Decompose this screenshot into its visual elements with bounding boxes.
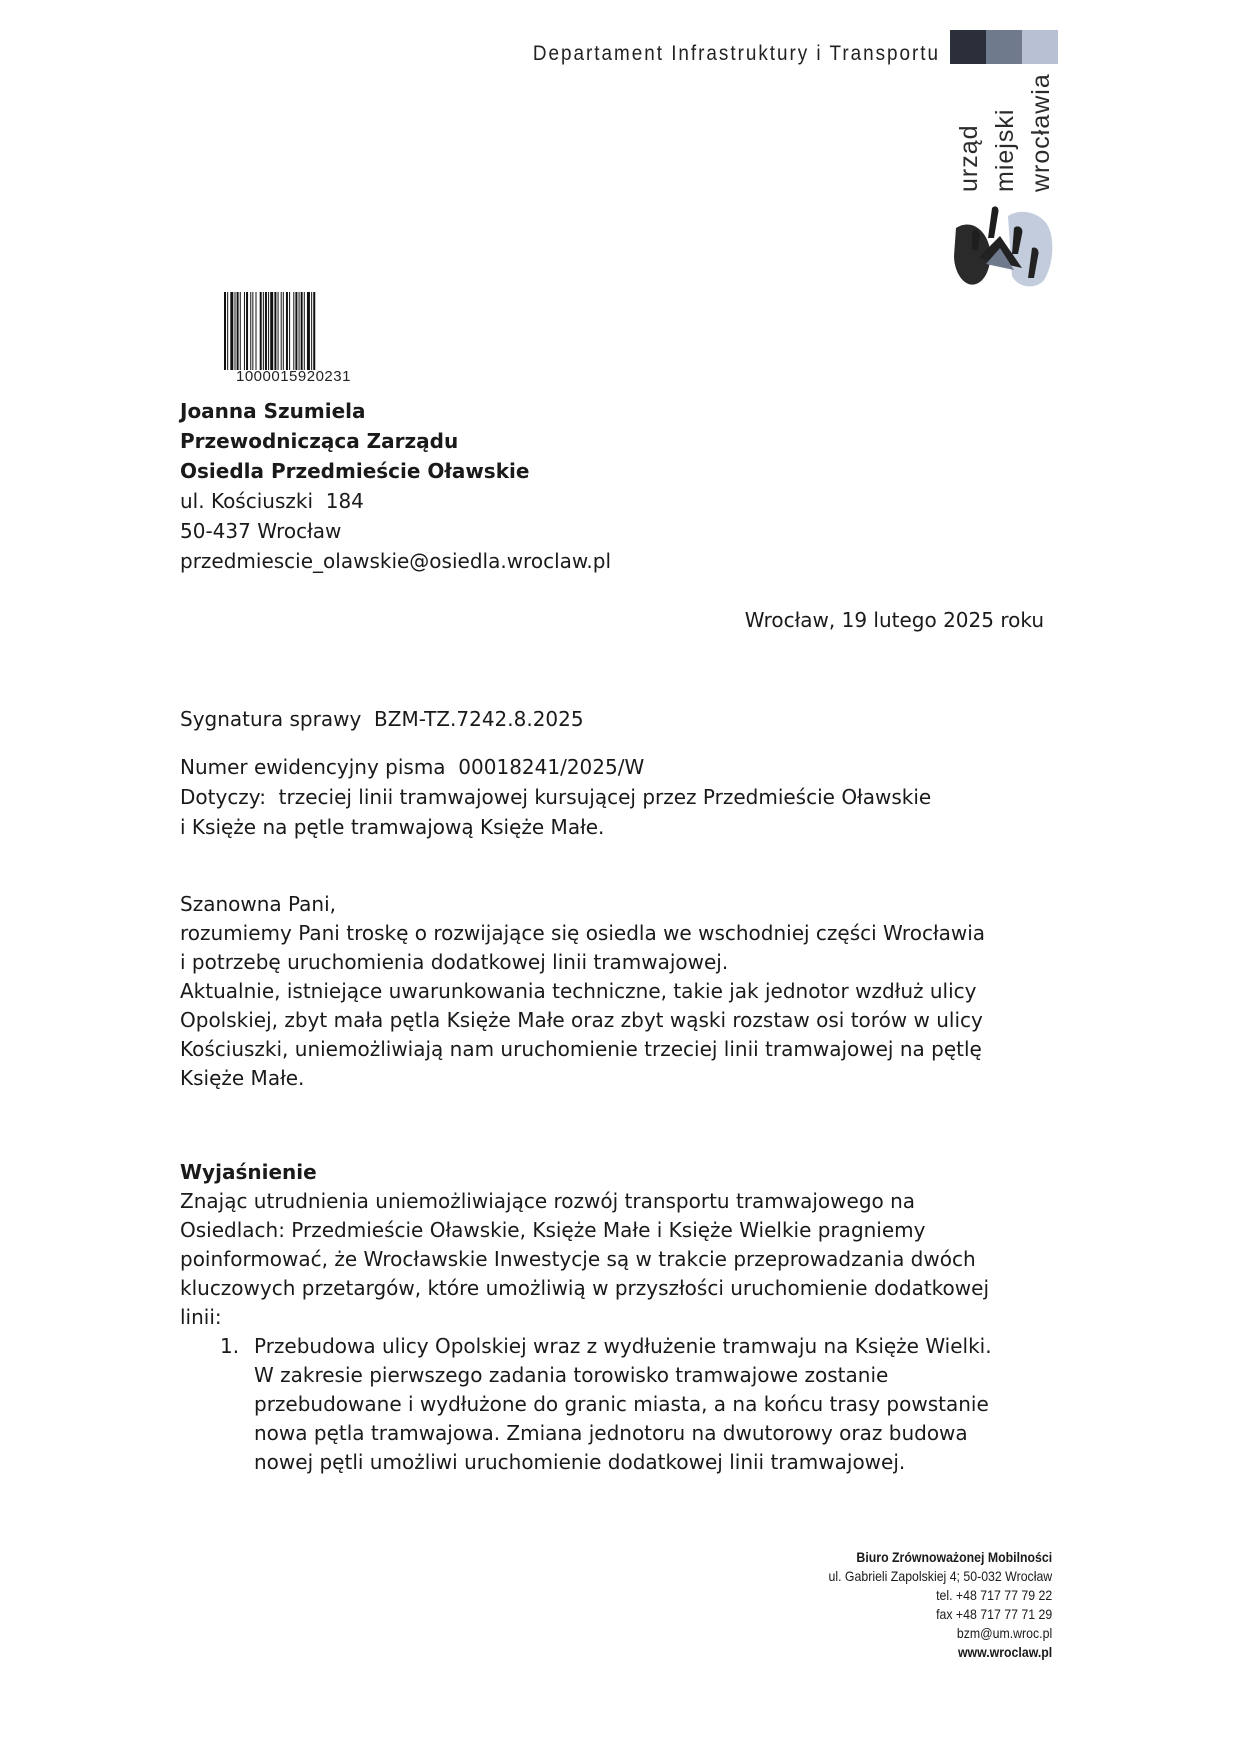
recipient-address: [180, 396, 611, 576]
footer-fax: fax +48 717 77 71 29: [935, 1606, 1052, 1622]
paragraph-1-line-2: i potrzebę uruchomienia dodatkowej linii tramwajowej.: [180, 950, 729, 974]
city-logo-wordmark: [956, 64, 1066, 192]
recipient-street: ul. Kościuszki 184: [180, 489, 364, 513]
department-name: Departament Infrastruktury i Transportu: [532, 42, 940, 65]
logo-block-light: [1022, 30, 1058, 64]
letter-date: Wrocław, 19 lutego 2025 roku: [744, 608, 1044, 632]
list-item-line-2: W zakresie pierwszego zadania torowisko tramwajowe zostanie: [254, 1363, 889, 1387]
footer-email: bzm@um.wroc.pl: [956, 1625, 1052, 1641]
list-item-line-1: Przebudowa ulicy Opolskiej wraz z wydłużenie tramwaju na Księże Wielki.: [254, 1334, 992, 1358]
list-item: [220, 1332, 1050, 1477]
list-item-line-3: przebudowane i wydłużone do granic miasta, a na końcu trasy powstanie: [254, 1392, 989, 1416]
footer-contact: [828, 1548, 1052, 1662]
logo-block-dark: [950, 30, 986, 64]
city-logo-color-blocks: [950, 30, 1058, 64]
salutation: Szanowna Pani,: [180, 892, 337, 916]
paragraph-2-line-2: Opolskiej, zbyt mała pętla Księże Małe oraz zbyt wąski rozstaw osi torów w ulicy: [180, 1008, 983, 1032]
recipient-organization: Osiedla Przedmieście Oławskie: [180, 459, 530, 483]
case-signature-value: BZM-TZ.7242.8.2025: [374, 707, 584, 731]
letter-body: [180, 890, 1060, 1093]
recipient-city: 50-437 Wrocław: [180, 519, 342, 543]
paragraph-3-line-1: Znając utrudnienia uniemożliwiające rozwój transportu tramwajowego na: [180, 1189, 916, 1213]
case-signature-label: Sygnatura sprawy: [180, 707, 362, 731]
logo-word-2: miejski: [991, 108, 1019, 192]
barcode-number: 1000015920231: [236, 368, 351, 385]
city-emblem-icon: [948, 198, 1058, 294]
record-number-label: Numer ewidencyjny pisma: [180, 755, 446, 779]
footer-office: Biuro Zrównoważonej Mobilności: [856, 1549, 1052, 1565]
logo-block-mid: [986, 30, 1022, 64]
paragraph-3-line-3: poinformować, że Wrocławskie Inwestycje są w trakcie przeprowadzania dwóch: [180, 1247, 976, 1271]
case-subject: [180, 782, 931, 812]
logo-word-1: urząd: [955, 124, 983, 192]
list-item-number: 1.: [220, 1334, 240, 1358]
subject-line-1: trzeciej linii tramwajowej kursującej przez Przedmieście Oławskie: [278, 785, 932, 809]
list-item-line-5: nowej pętli umożliwi uruchomienie dodatkowej linii tramwajowej.: [254, 1450, 906, 1474]
recipient-name: Joanna Szumiela: [180, 399, 366, 423]
subject-label: Dotyczy:: [180, 785, 266, 809]
subject-line-2: i Księże na pętle tramwajową Księże Małe.: [180, 815, 605, 839]
recipient-title: Przewodnicząca Zarządu: [180, 429, 459, 453]
list-item-line-4: nowa pętla tramwajowa. Zmiana jednotoru na dwutorowy oraz budowa: [254, 1421, 968, 1445]
recipient-email: przedmiescie_olawskie@osiedla.wroclaw.pl: [180, 549, 612, 573]
paragraph-2-line-3: Kościuszki, uniemożliwiają nam uruchomienie trzeciej linii tramwajowej na pętlę: [180, 1037, 982, 1061]
footer-phone: tel. +48 717 77 79 22: [935, 1587, 1052, 1603]
case-signature: [180, 704, 584, 734]
paragraph-3-line-4: kluczowych przetargów, które umożliwią w przyszłości uruchomienie dodatkowej: [180, 1276, 990, 1300]
section-heading: Wyjaśnienie: [180, 1160, 317, 1184]
footer-website: www.wroclaw.pl: [957, 1644, 1052, 1660]
record-number-value: 00018241/2025/W: [458, 755, 645, 779]
barcode: [224, 292, 416, 370]
case-record-number: [180, 752, 644, 782]
logo-word-3: wrocławia: [1027, 73, 1055, 192]
paragraph-2-line-4: Księże Małe.: [180, 1066, 305, 1090]
paragraph-3-line-2: Osiedlach: Przedmieście Oławskie, Księże Małe i Księże Wielkie pragniemy: [180, 1218, 926, 1242]
paragraph-3-line-5: linii:: [180, 1305, 222, 1329]
footer-address: ul. Gabrieli Zapolskiej 4; 50-032 Wrocław: [828, 1568, 1052, 1584]
explanation-section: [180, 1158, 1060, 1332]
paragraph-1-line-1: rozumiemy Pani troskę o rozwijające się osiedla we wschodniej części Wrocławia: [180, 921, 986, 945]
paragraph-2-line-1: Aktualnie, istniejące uwarunkowania techniczne, takie jak jednotor wzdłuż ulicy: [180, 979, 977, 1003]
